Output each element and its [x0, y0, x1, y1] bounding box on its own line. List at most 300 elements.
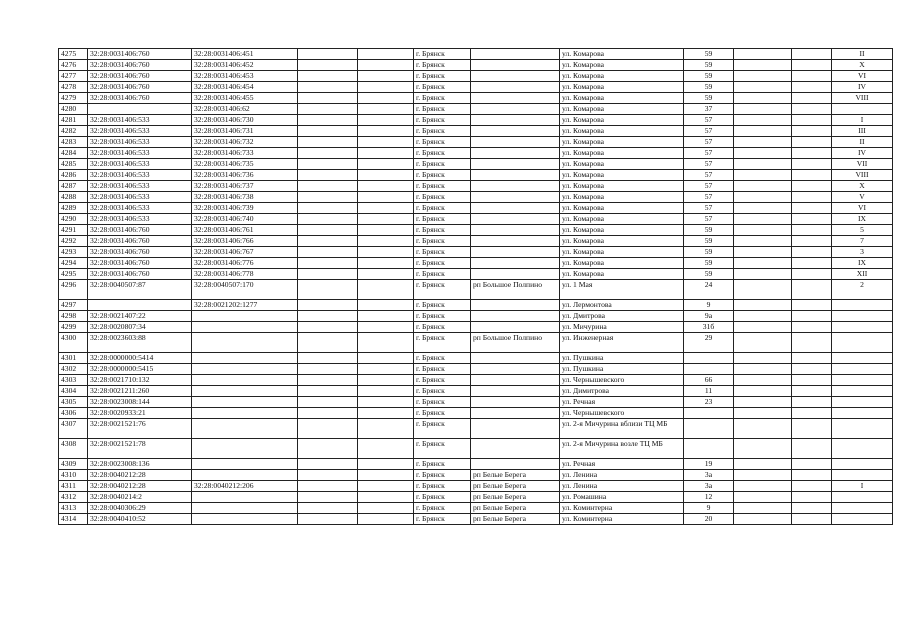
table-row	[59, 470, 893, 481]
cadastral-number-cell	[88, 104, 192, 115]
table-row	[59, 353, 893, 364]
street-cell: ул. Коминтерна	[560, 514, 684, 525]
object-cadastral-number-cell: 32:28:0031406:739	[192, 203, 298, 214]
table-row	[59, 137, 893, 148]
object-cadastral-number-cell: 32:28:0031406:454	[192, 82, 298, 93]
empty-col-b-cell	[358, 170, 414, 181]
settlement-cell	[471, 71, 560, 82]
empty-col-b-cell	[358, 397, 414, 408]
empty-col-b-cell	[358, 247, 414, 258]
street-cell: ул. Инженерная	[560, 333, 684, 353]
cadastral-number-cell: 32:28:0031406:533	[88, 115, 192, 126]
settlement-cell	[471, 159, 560, 170]
object-cadastral-number-cell	[192, 470, 298, 481]
house-number-cell: 57	[684, 148, 734, 159]
settlement-cell	[471, 137, 560, 148]
table-row	[59, 386, 893, 397]
empty-col-d-cell	[792, 503, 832, 514]
empty-col-c-cell	[734, 459, 792, 470]
settlement-cell: рп Белые Берега	[471, 492, 560, 503]
empty-col-d-cell	[792, 71, 832, 82]
house-number-cell	[684, 353, 734, 364]
empty-col-b-cell	[358, 236, 414, 247]
city-cell: г. Брянск	[414, 439, 471, 459]
object-cadastral-number-cell: 32:28:0031406:732	[192, 137, 298, 148]
empty-col-c-cell	[734, 192, 792, 203]
premises-number-cell	[832, 408, 893, 419]
house-number-cell: 31б	[684, 322, 734, 333]
row-number-cell: 4279	[59, 93, 88, 104]
empty-col-c-cell	[734, 137, 792, 148]
settlement-cell: рп Белые Берега	[471, 481, 560, 492]
city-cell: г. Брянск	[414, 364, 471, 375]
settlement-cell: рп Белые Берега	[471, 470, 560, 481]
settlement-cell	[471, 322, 560, 333]
city-cell: г. Брянск	[414, 459, 471, 470]
premises-number-cell: X	[832, 181, 893, 192]
empty-col-b-cell	[358, 258, 414, 269]
settlement-cell	[471, 225, 560, 236]
street-cell: ул. Комарова	[560, 71, 684, 82]
row-number-cell: 4278	[59, 82, 88, 93]
empty-col-c-cell	[734, 375, 792, 386]
empty-col-c-cell	[734, 236, 792, 247]
settlement-cell	[471, 419, 560, 439]
empty-col-a-cell	[298, 269, 358, 280]
premises-number-cell: 5	[832, 225, 893, 236]
empty-col-d-cell	[792, 60, 832, 71]
settlement-cell	[471, 192, 560, 203]
house-number-cell: 66	[684, 375, 734, 386]
empty-col-a-cell	[298, 137, 358, 148]
city-cell: г. Брянск	[414, 104, 471, 115]
empty-col-b-cell	[358, 322, 414, 333]
street-cell: ул. Комарова	[560, 192, 684, 203]
settlement-cell	[471, 353, 560, 364]
premises-number-cell	[832, 353, 893, 364]
city-cell: г. Брянск	[414, 247, 471, 258]
street-cell: ул. Мичурина	[560, 322, 684, 333]
cadastral-number-cell: 32:28:0031406:533	[88, 181, 192, 192]
empty-col-a-cell	[298, 280, 358, 300]
table-row	[59, 514, 893, 525]
empty-col-d-cell	[792, 115, 832, 126]
row-number-cell: 4313	[59, 503, 88, 514]
cadastral-number-cell: 32:28:0021521:76	[88, 419, 192, 439]
premises-number-cell: IX	[832, 214, 893, 225]
empty-col-d-cell	[792, 300, 832, 311]
row-number-cell: 4296	[59, 280, 88, 300]
city-cell: г. Брянск	[414, 115, 471, 126]
settlement-cell: рп Большое Полпино	[471, 280, 560, 300]
city-cell: г. Брянск	[414, 470, 471, 481]
row-number-cell: 4289	[59, 203, 88, 214]
empty-col-a-cell	[298, 181, 358, 192]
street-cell: ул. Комарова	[560, 247, 684, 258]
city-cell: г. Брянск	[414, 408, 471, 419]
table-row	[59, 300, 893, 311]
empty-col-c-cell	[734, 364, 792, 375]
settlement-cell	[471, 181, 560, 192]
settlement-cell	[471, 60, 560, 71]
empty-col-b-cell	[358, 492, 414, 503]
cadastral-number-cell: 32:28:0021710:132	[88, 375, 192, 386]
table-row	[59, 49, 893, 60]
cadastral-number-cell: 32:28:0031406:533	[88, 170, 192, 181]
object-cadastral-number-cell	[192, 419, 298, 439]
object-cadastral-number-cell: 32:28:0031406:778	[192, 269, 298, 280]
cadastral-number-cell: 32:28:0031406:760	[88, 247, 192, 258]
house-number-cell: 59	[684, 225, 734, 236]
empty-col-a-cell	[298, 470, 358, 481]
empty-col-a-cell	[298, 192, 358, 203]
settlement-cell	[471, 247, 560, 258]
premises-number-cell	[832, 397, 893, 408]
premises-number-cell	[832, 503, 893, 514]
empty-col-c-cell	[734, 300, 792, 311]
premises-number-cell	[832, 419, 893, 439]
empty-col-d-cell	[792, 386, 832, 397]
city-cell: г. Брянск	[414, 93, 471, 104]
empty-col-c-cell	[734, 126, 792, 137]
empty-col-a-cell	[298, 236, 358, 247]
street-cell: ул. Комарова	[560, 82, 684, 93]
table-row	[59, 408, 893, 419]
empty-col-c-cell	[734, 60, 792, 71]
premises-number-cell: VII	[832, 159, 893, 170]
empty-col-a-cell	[298, 126, 358, 137]
table-row	[59, 311, 893, 322]
empty-col-b-cell	[358, 459, 414, 470]
cadastral-number-cell	[88, 300, 192, 311]
premises-number-cell: VI	[832, 203, 893, 214]
row-number-cell: 4288	[59, 192, 88, 203]
row-number-cell: 4304	[59, 386, 88, 397]
empty-col-b-cell	[358, 269, 414, 280]
row-number-cell: 4306	[59, 408, 88, 419]
empty-col-d-cell	[792, 364, 832, 375]
cadastral-number-cell: 32:28:0000000:5415	[88, 364, 192, 375]
empty-col-c-cell	[734, 170, 792, 181]
settlement-cell	[471, 311, 560, 322]
cadastral-number-cell: 32:28:0031406:760	[88, 60, 192, 71]
street-cell: ул. Комарова	[560, 214, 684, 225]
row-number-cell: 4294	[59, 258, 88, 269]
premises-number-cell: 7	[832, 236, 893, 247]
row-number-cell: 4302	[59, 364, 88, 375]
cadastral-number-cell: 32:28:0031406:760	[88, 258, 192, 269]
table-row	[59, 280, 893, 300]
premises-number-cell	[832, 470, 893, 481]
row-number-cell: 4309	[59, 459, 88, 470]
house-number-cell: 12	[684, 492, 734, 503]
empty-col-c-cell	[734, 333, 792, 353]
object-cadastral-number-cell: 32:28:0031406:455	[192, 93, 298, 104]
empty-col-c-cell	[734, 104, 792, 115]
empty-col-d-cell	[792, 408, 832, 419]
cadastral-number-cell: 32:28:0023008:144	[88, 397, 192, 408]
empty-col-b-cell	[358, 225, 414, 236]
object-cadastral-number-cell: 32:28:0031406:761	[192, 225, 298, 236]
empty-col-b-cell	[358, 148, 414, 159]
empty-col-d-cell	[792, 353, 832, 364]
city-cell: г. Брянск	[414, 322, 471, 333]
house-number-cell: 59	[684, 236, 734, 247]
empty-col-c-cell	[734, 492, 792, 503]
empty-col-b-cell	[358, 333, 414, 353]
row-number-cell: 4283	[59, 137, 88, 148]
empty-col-a-cell	[298, 203, 358, 214]
row-number-cell: 4281	[59, 115, 88, 126]
empty-col-b-cell	[358, 364, 414, 375]
empty-col-c-cell	[734, 82, 792, 93]
cadastral-number-cell: 32:28:0031406:760	[88, 93, 192, 104]
object-cadastral-number-cell	[192, 322, 298, 333]
settlement-cell	[471, 300, 560, 311]
cadastral-number-cell: 32:28:0021521:78	[88, 439, 192, 459]
empty-col-b-cell	[358, 126, 414, 137]
object-cadastral-number-cell: 32:28:0031406:730	[192, 115, 298, 126]
empty-col-b-cell	[358, 104, 414, 115]
premises-number-cell	[832, 311, 893, 322]
house-number-cell: 11	[684, 386, 734, 397]
street-cell: ул. Комарова	[560, 104, 684, 115]
empty-col-c-cell	[734, 419, 792, 439]
city-cell: г. Брянск	[414, 236, 471, 247]
cadastral-number-cell: 32:28:0031406:533	[88, 192, 192, 203]
table-row	[59, 71, 893, 82]
registry-table-body	[59, 49, 893, 525]
table-row	[59, 481, 893, 492]
street-cell: ул. Коминтерна	[560, 503, 684, 514]
empty-col-a-cell	[298, 93, 358, 104]
object-cadastral-number-cell	[192, 439, 298, 459]
city-cell: г. Брянск	[414, 71, 471, 82]
empty-col-b-cell	[358, 71, 414, 82]
premises-number-cell	[832, 375, 893, 386]
empty-col-c-cell	[734, 148, 792, 159]
premises-number-cell	[832, 492, 893, 503]
premises-number-cell	[832, 459, 893, 470]
street-cell: ул. Речная	[560, 459, 684, 470]
settlement-cell	[471, 104, 560, 115]
street-cell: ул. Дмитрова	[560, 311, 684, 322]
row-number-cell: 4290	[59, 214, 88, 225]
street-cell: ул. Пушкина	[560, 364, 684, 375]
empty-col-d-cell	[792, 322, 832, 333]
premises-number-cell	[832, 322, 893, 333]
street-cell: ул. Комарова	[560, 60, 684, 71]
empty-col-d-cell	[792, 192, 832, 203]
row-number-cell: 4312	[59, 492, 88, 503]
table-row	[59, 60, 893, 71]
empty-col-c-cell	[734, 203, 792, 214]
row-number-cell: 4275	[59, 49, 88, 60]
settlement-cell	[471, 148, 560, 159]
table-row	[59, 247, 893, 258]
city-cell: г. Брянск	[414, 49, 471, 60]
empty-col-b-cell	[358, 311, 414, 322]
settlement-cell	[471, 126, 560, 137]
premises-number-cell	[832, 514, 893, 525]
object-cadastral-number-cell: 32:28:0031406:452	[192, 60, 298, 71]
empty-col-a-cell	[298, 60, 358, 71]
row-number-cell: 4298	[59, 311, 88, 322]
row-number-cell: 4286	[59, 170, 88, 181]
house-number-cell: 20	[684, 514, 734, 525]
row-number-cell: 4295	[59, 269, 88, 280]
house-number-cell: 23	[684, 397, 734, 408]
cadastral-number-cell: 32:28:0031406:533	[88, 203, 192, 214]
empty-col-d-cell	[792, 137, 832, 148]
table-row	[59, 115, 893, 126]
object-cadastral-number-cell: 32:28:0040507:170	[192, 280, 298, 300]
empty-col-c-cell	[734, 49, 792, 60]
city-cell: г. Брянск	[414, 148, 471, 159]
row-number-cell: 4301	[59, 353, 88, 364]
object-cadastral-number-cell: 32:28:0021202:1277	[192, 300, 298, 311]
settlement-cell	[471, 397, 560, 408]
empty-col-c-cell	[734, 386, 792, 397]
house-number-cell: 57	[684, 214, 734, 225]
premises-number-cell: II	[832, 137, 893, 148]
house-number-cell	[684, 408, 734, 419]
table-row	[59, 333, 893, 353]
table-row	[59, 375, 893, 386]
empty-col-b-cell	[358, 419, 414, 439]
street-cell: ул. Пушкина	[560, 353, 684, 364]
empty-col-c-cell	[734, 481, 792, 492]
empty-col-d-cell	[792, 492, 832, 503]
house-number-cell: 37	[684, 104, 734, 115]
settlement-cell	[471, 82, 560, 93]
house-number-cell: 57	[684, 126, 734, 137]
empty-col-d-cell	[792, 397, 832, 408]
cadastral-number-cell: 32:28:0031406:760	[88, 236, 192, 247]
empty-col-c-cell	[734, 280, 792, 300]
empty-col-a-cell	[298, 148, 358, 159]
settlement-cell	[471, 439, 560, 459]
city-cell: г. Брянск	[414, 503, 471, 514]
settlement-cell	[471, 170, 560, 181]
table-row	[59, 159, 893, 170]
empty-col-d-cell	[792, 459, 832, 470]
city-cell: г. Брянск	[414, 203, 471, 214]
empty-col-d-cell	[792, 247, 832, 258]
city-cell: г. Брянск	[414, 333, 471, 353]
table-row	[59, 269, 893, 280]
street-cell: ул. Ромашина	[560, 492, 684, 503]
cadastral-number-cell: 32:28:0031406:533	[88, 137, 192, 148]
empty-col-c-cell	[734, 503, 792, 514]
premises-number-cell: V	[832, 192, 893, 203]
table-row	[59, 203, 893, 214]
settlement-cell	[471, 203, 560, 214]
empty-col-d-cell	[792, 269, 832, 280]
row-number-cell: 4291	[59, 225, 88, 236]
row-number-cell: 4276	[59, 60, 88, 71]
empty-col-d-cell	[792, 159, 832, 170]
cadastral-number-cell: 32:28:0020933:21	[88, 408, 192, 419]
empty-col-d-cell	[792, 280, 832, 300]
empty-col-a-cell	[298, 408, 358, 419]
empty-col-d-cell	[792, 148, 832, 159]
object-cadastral-number-cell	[192, 311, 298, 322]
empty-col-c-cell	[734, 181, 792, 192]
cadastral-number-cell: 32:28:0031406:533	[88, 126, 192, 137]
empty-col-d-cell	[792, 236, 832, 247]
settlement-cell	[471, 459, 560, 470]
empty-col-c-cell	[734, 397, 792, 408]
street-cell: ул. Комарова	[560, 148, 684, 159]
empty-col-c-cell	[734, 269, 792, 280]
house-number-cell: 57	[684, 203, 734, 214]
empty-col-b-cell	[358, 408, 414, 419]
empty-col-b-cell	[358, 439, 414, 459]
house-number-cell	[684, 439, 734, 459]
empty-col-d-cell	[792, 333, 832, 353]
cadastral-number-cell: 32:28:0040306:29	[88, 503, 192, 514]
empty-col-b-cell	[358, 82, 414, 93]
cadastral-number-cell: 32:28:0021211:260	[88, 386, 192, 397]
empty-col-c-cell	[734, 322, 792, 333]
object-cadastral-number-cell: 32:28:0031406:740	[192, 214, 298, 225]
object-cadastral-number-cell	[192, 492, 298, 503]
house-number-cell: 59	[684, 60, 734, 71]
street-cell: ул. Комарова	[560, 225, 684, 236]
empty-col-a-cell	[298, 214, 358, 225]
object-cadastral-number-cell: 32:28:0031406:62	[192, 104, 298, 115]
empty-col-b-cell	[358, 470, 414, 481]
street-cell: ул. Комарова	[560, 203, 684, 214]
city-cell: г. Брянск	[414, 214, 471, 225]
object-cadastral-number-cell	[192, 333, 298, 353]
settlement-cell	[471, 214, 560, 225]
row-number-cell: 4292	[59, 236, 88, 247]
table-row	[59, 126, 893, 137]
row-number-cell: 4297	[59, 300, 88, 311]
house-number-cell: 57	[684, 181, 734, 192]
premises-number-cell: VIII	[832, 93, 893, 104]
table-row	[59, 214, 893, 225]
city-cell: г. Брянск	[414, 386, 471, 397]
settlement-cell	[471, 375, 560, 386]
premises-number-cell: XII	[832, 269, 893, 280]
city-cell: г. Брянск	[414, 311, 471, 322]
empty-col-d-cell	[792, 170, 832, 181]
empty-col-b-cell	[358, 115, 414, 126]
row-number-cell: 4299	[59, 322, 88, 333]
empty-col-b-cell	[358, 503, 414, 514]
empty-col-b-cell	[358, 300, 414, 311]
row-number-cell: 4280	[59, 104, 88, 115]
settlement-cell: рп Большое Полпино	[471, 333, 560, 353]
house-number-cell: 9а	[684, 311, 734, 322]
table-row	[59, 192, 893, 203]
house-number-cell: 9	[684, 503, 734, 514]
empty-col-d-cell	[792, 419, 832, 439]
table-row	[59, 170, 893, 181]
row-number-cell: 4314	[59, 514, 88, 525]
empty-col-a-cell	[298, 300, 358, 311]
empty-col-c-cell	[734, 514, 792, 525]
empty-col-c-cell	[734, 258, 792, 269]
empty-col-d-cell	[792, 514, 832, 525]
premises-number-cell	[832, 104, 893, 115]
settlement-cell	[471, 386, 560, 397]
empty-col-d-cell	[792, 470, 832, 481]
house-number-cell: 59	[684, 247, 734, 258]
